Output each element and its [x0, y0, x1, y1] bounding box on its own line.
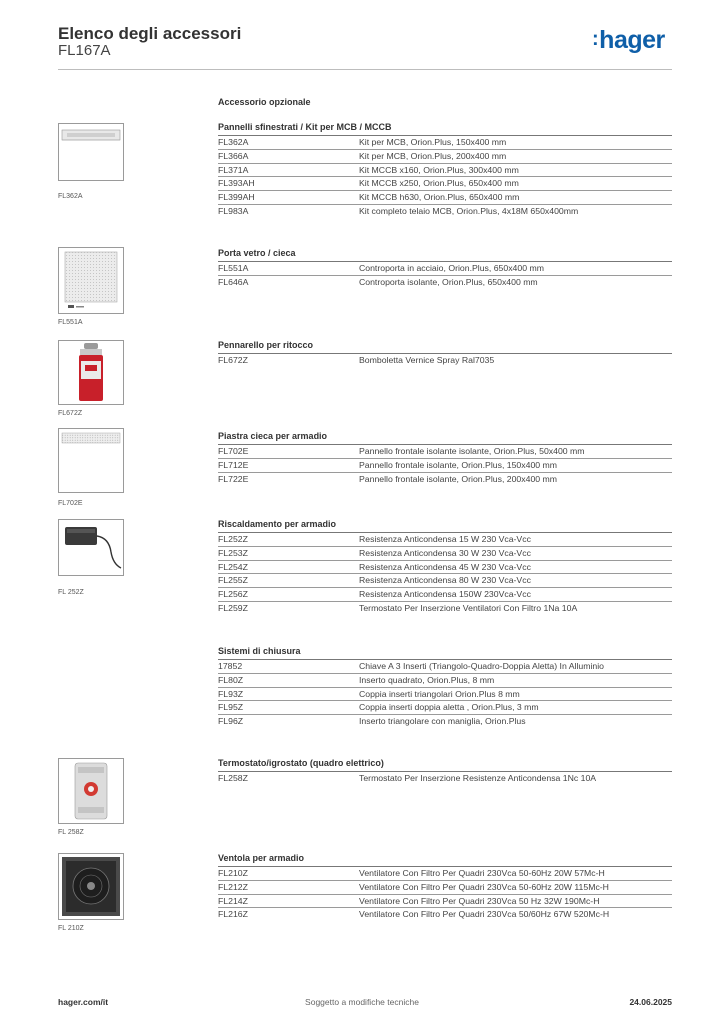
- section-door: [218, 248, 672, 290]
- table-row: [218, 715, 672, 729]
- table-row: [218, 354, 672, 368]
- item-code: FL255Z: [218, 575, 248, 586]
- item-description: Ventilatore Con Filtro Per Quadri 230Vca 50 Hz 32W 190Mc-H: [359, 895, 600, 906]
- item-description: Kit MCCB x160, Orion.Plus, 300x400 mm: [359, 164, 519, 175]
- item-code: FL96Z: [218, 716, 244, 727]
- item-code: FL393AH: [218, 178, 255, 189]
- item-description: Inserto triangolare con maniglia, Orion.Plus: [359, 716, 526, 727]
- table-row: [218, 191, 672, 205]
- spray-can-image: [58, 340, 124, 405]
- image-label: FL702E: [58, 500, 83, 507]
- image-label: FL 252Z: [58, 589, 84, 596]
- item-code: FL214Z: [218, 895, 248, 906]
- table-row: [218, 660, 672, 674]
- item-description: Kit per MCB, Orion.Plus, 200x400 mm: [359, 150, 507, 161]
- table-row: [218, 574, 672, 588]
- item-description: Kit MCCB h630, Orion.Plus, 650x400 mm: [359, 192, 520, 203]
- table-row: [218, 701, 672, 715]
- section-mcb-panels: [218, 122, 672, 219]
- section-title: Pennarello per ritocco: [218, 340, 672, 354]
- image-label: FL551A: [58, 319, 83, 326]
- image-label: FL 210Z: [58, 925, 84, 932]
- page-title: Elenco degli accessori: [58, 24, 242, 43]
- item-code: FL256Z: [218, 589, 248, 600]
- section-touch-up: [218, 340, 672, 368]
- table-row: [218, 150, 672, 164]
- item-description: Inserto quadrato, Orion.Plus, 8 mm: [359, 674, 495, 685]
- item-code: FL95Z: [218, 702, 244, 713]
- product-code: FL167A: [58, 42, 111, 59]
- item-code: FL210Z: [218, 868, 248, 878]
- table-row: [218, 445, 672, 459]
- door-image: [58, 247, 124, 314]
- item-code: FL712E: [218, 459, 249, 470]
- table-row: [218, 164, 672, 178]
- item-description: Resistenza Anticondensa 15 W 230 Vca-Vcc: [359, 534, 531, 544]
- header-divider: [58, 69, 672, 70]
- item-code: FL258Z: [218, 773, 248, 783]
- table-row: [218, 547, 672, 561]
- table-row: [218, 473, 672, 487]
- item-code: FL80Z: [218, 674, 244, 685]
- item-description: Kit completo telaio MCB, Orion.Plus, 4x18M 650x400mm: [359, 205, 579, 216]
- table-row: [218, 881, 672, 895]
- item-description: Ventilatore Con Filtro Per Quadri 230Vca 50-60Hz 20W 115Mc-H: [359, 881, 609, 892]
- item-description: Bomboletta Vernice Spray Ral7035: [359, 355, 495, 365]
- item-code: FL646A: [218, 276, 249, 287]
- section-title: Piastra cieca per armadio: [218, 431, 672, 445]
- item-code: FL366A: [218, 150, 249, 161]
- item-code: FL252Z: [218, 534, 248, 544]
- table-row: [218, 602, 672, 616]
- image-label: FL362A: [58, 193, 83, 200]
- item-description: Chiave A 3 Inserti (Triangolo-Quadro-Doppia Aletta) In Alluminio: [359, 661, 604, 671]
- table-row: [218, 177, 672, 191]
- item-code: FL362A: [218, 137, 249, 147]
- table-row: [218, 867, 672, 881]
- fan-image: [58, 853, 124, 920]
- section-heating: [218, 519, 672, 616]
- item-description: Kit MCCB x250, Orion.Plus, 650x400 mm: [359, 178, 519, 189]
- section-title: Porta vetro / cieca: [218, 248, 672, 262]
- footer-disclaimer: Soggetto a modifiche tecniche: [305, 997, 419, 1007]
- section-title: Termostato/igrostato (quadro elettrico): [218, 758, 672, 772]
- item-description: Resistenza Anticondensa 30 W 230 Vca-Vcc: [359, 547, 531, 558]
- item-code: FL551A: [218, 263, 249, 273]
- item-code: FL216Z: [218, 909, 248, 920]
- item-code: FL371A: [218, 164, 249, 175]
- table-row: [218, 533, 672, 547]
- blank-plate-image: [58, 428, 124, 493]
- item-code: FL93Z: [218, 688, 244, 699]
- item-description: Termostato Per Inserzione Ventilatori Con Filtro 1Na 10A: [359, 602, 578, 613]
- section-blank-plate: [218, 431, 672, 486]
- image-label: FL 258Z: [58, 829, 84, 836]
- item-code: 17852: [218, 661, 243, 671]
- item-description: Termostato Per Inserzione Resistenze Anticondensa 1Nc 10A: [359, 773, 597, 783]
- item-code: FL254Z: [218, 561, 248, 572]
- item-code: FL399AH: [218, 192, 255, 203]
- footer-date: 24.06.2025: [629, 997, 672, 1007]
- item-description: Pannello frontale isolante, Orion.Plus, 150x400 mm: [359, 459, 557, 470]
- item-code: FL722E: [218, 473, 249, 484]
- item-code: FL253Z: [218, 547, 248, 558]
- table-row: [218, 908, 672, 922]
- table-row: [218, 561, 672, 575]
- section-thermostat: [218, 758, 672, 786]
- item-description: Ventilatore Con Filtro Per Quadri 230Vca 50-60Hz 20W 57Mc-H: [359, 868, 605, 878]
- section-title: Riscaldamento per armadio: [218, 519, 672, 533]
- item-description: Pannello frontale isolante, Orion.Plus, 200x400 mm: [359, 473, 557, 484]
- item-description: Coppia inserti triangolari Orion.Plus 8 mm: [359, 688, 520, 699]
- item-description: Pannello frontale isolante isolante, Orion.Plus, 50x400 mm: [359, 446, 585, 456]
- hager-logo[interactable]: :hager: [592, 26, 665, 54]
- item-code: FL672Z: [218, 355, 248, 365]
- item-description: Coppia inserti doppia aletta , Orion.Plus, 3 mm: [359, 702, 539, 713]
- section-title: Sistemi di chiusura: [218, 646, 672, 660]
- table-row: [218, 262, 672, 276]
- item-description: Controporta isolante, Orion.Plus, 650x400 mm: [359, 276, 538, 287]
- mcb-panel-image: [58, 123, 124, 181]
- table-row: [218, 136, 672, 150]
- footer-website-link[interactable]: hager.com/it: [58, 997, 109, 1007]
- item-code: FL212Z: [218, 881, 248, 892]
- thermostat-image: [58, 758, 124, 824]
- item-description: Kit per MCB, Orion.Plus, 150x400 mm: [359, 137, 507, 147]
- table-row: [218, 276, 672, 290]
- section-fan: [218, 853, 672, 922]
- section-title: Ventola per armadio: [218, 853, 672, 867]
- image-label: FL672Z: [58, 410, 83, 417]
- item-code: FL702E: [218, 446, 249, 456]
- item-description: Resistenza Anticondensa 150W 230Vca-Vcc: [359, 589, 531, 600]
- heater-image: [58, 519, 124, 576]
- item-code: FL983A: [218, 205, 249, 216]
- optional-accessory-heading: Accessorio opzionale: [218, 97, 311, 107]
- table-row: [218, 205, 672, 219]
- item-description: Resistenza Anticondensa 80 W 230 Vca-Vcc: [359, 575, 531, 586]
- item-description: Controporta in acciaio, Orion.Plus, 650x400 mm: [359, 263, 544, 273]
- section-title: Pannelli sfinestrati / Kit per MCB / MCCB: [218, 122, 672, 136]
- item-description: Resistenza Anticondensa 45 W 230 Vca-Vcc: [359, 561, 531, 572]
- section-locking: [218, 646, 672, 729]
- table-row: [218, 459, 672, 473]
- item-description: Ventilatore Con Filtro Per Quadri 230Vca 50/60Hz 67W 520Mc-H: [359, 909, 610, 920]
- table-row: [218, 772, 672, 786]
- table-row: [218, 588, 672, 602]
- item-code: FL259Z: [218, 602, 248, 613]
- logo-text: hager: [599, 26, 665, 54]
- table-row: [218, 674, 672, 688]
- table-row: [218, 895, 672, 909]
- table-row: [218, 688, 672, 702]
